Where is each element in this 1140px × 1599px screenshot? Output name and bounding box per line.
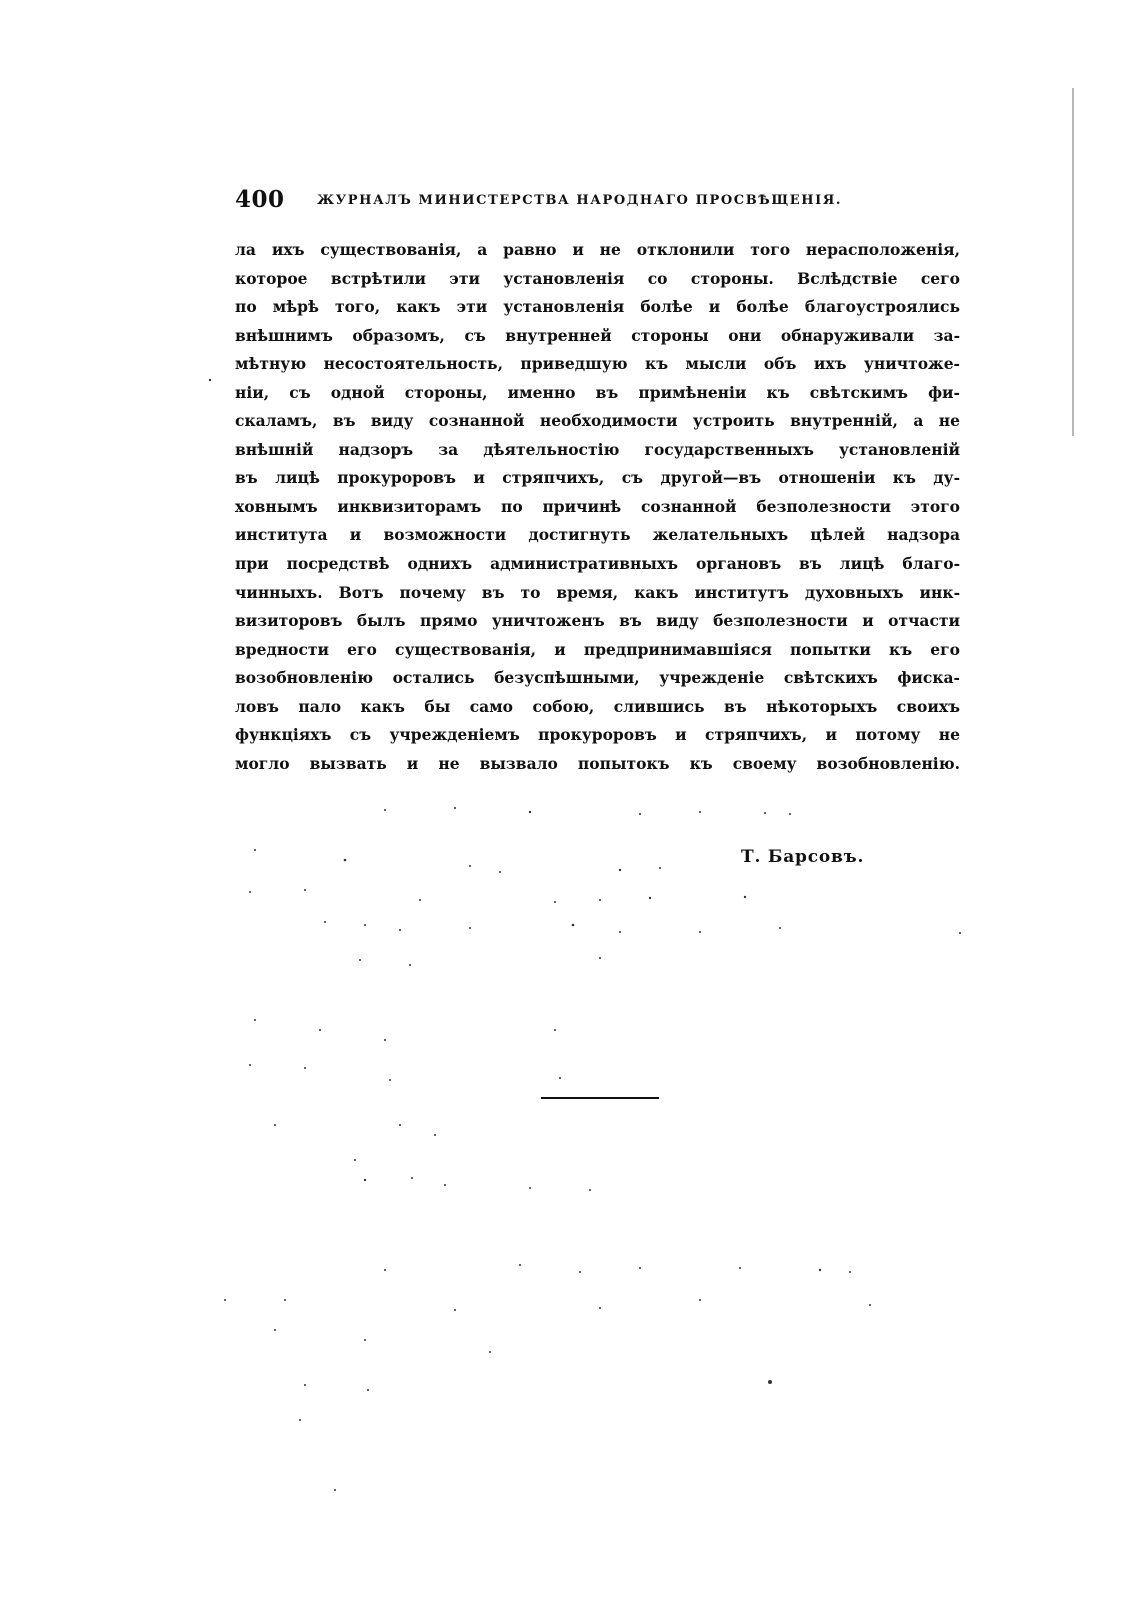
text-line: мѣтную несостоятельность, приведшую къ мысли объ ихъ уничтоже- <box>235 354 960 374</box>
text-line: могло вызвать и не вызвало попытокъ къ своему возобновленію. <box>235 753 960 773</box>
text-line: возобновленію остались безуспѣшными, учрежденіе свѣтскихъ фиска- <box>235 668 960 688</box>
text-line: въ лицѣ прокуроровъ и стряпчихъ, съ другой—въ отношеніи къ ду- <box>235 468 960 488</box>
page-header <box>235 186 960 222</box>
text-line: чинныхъ. Вотъ почему въ то время, какъ институтъ духовныхъ инк- <box>235 582 960 602</box>
author-signature: Т. Барсовъ. <box>741 847 865 867</box>
text-line: внѣшній надзоръ за дѣятельностію государственныхъ установленій <box>235 439 960 459</box>
text-line: ла ихъ существованія, а равно и не отклонили того нерасположенія, <box>235 240 960 259</box>
article-body <box>235 236 960 778</box>
text-line: при посредствѣ однихъ административныхъ органовъ въ лицѣ благо- <box>235 554 960 574</box>
text-line: внѣшнимъ образомъ, съ внутренней стороны они обнаруживали за- <box>235 325 960 345</box>
page-edge-line <box>1072 88 1074 436</box>
text-line: ховнымъ инквизиторамъ по причинѣ сознанной безполезности этого <box>235 496 960 516</box>
text-line: скаламъ, въ виду сознанной необходимости устроить внутренній, а не <box>235 411 960 431</box>
text-line: функціяхъ съ учрежденіемъ прокуроровъ и стряпчихъ, и потому не <box>235 725 960 745</box>
text-line: ніи, съ одной стороны, именно въ примѣненіи къ свѣтскимъ фи- <box>235 382 960 402</box>
text-line: ловъ пало какъ бы само собою, слившись въ нѣкоторыхъ своихъ <box>235 696 960 716</box>
page-number: 400 <box>235 186 285 213</box>
text-line: которое встрѣтили эти установленія со стороны. Вслѣдствіе сего <box>235 268 960 288</box>
text-line: по мѣрѣ того, какъ эти установленія болѣе и болѣе благоустроялись <box>235 297 960 317</box>
text-line: института и возможности достигнуть желательныхъ цѣлей надзора <box>235 525 960 545</box>
text-line: визиторовъ былъ прямо уничтоженъ въ виду безполезности и отчасти <box>235 611 960 631</box>
running-title: ЖУРНАЛЪ МИНИСТЕРСТВА НАРОДНАГО ПРОСВѢЩЕНІЯ. <box>317 193 843 208</box>
text-line: вредности его существованія, и предпринимавшіяся попытки къ его <box>235 639 960 659</box>
section-divider <box>541 1097 659 1099</box>
